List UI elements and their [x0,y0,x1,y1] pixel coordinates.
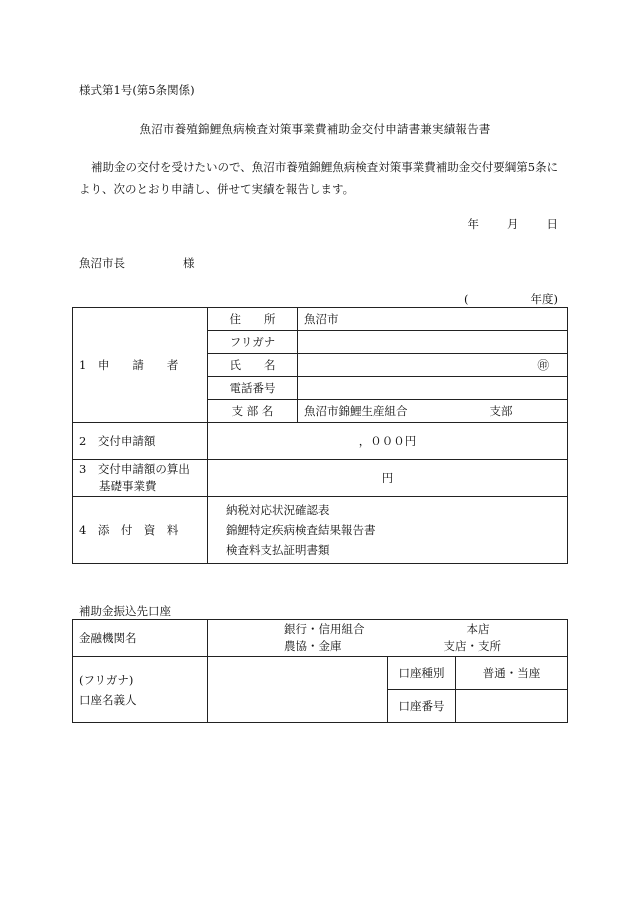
date-line [468,216,559,232]
amount-label: 2 交付申請額 [73,423,208,460]
attachments-label: 4 添 付 資 料 [73,497,208,564]
attachment-item: 錦鯉特定疾病検査結果報告書 [226,523,376,537]
institution-office-1: 本店 [466,622,490,636]
seal-mark: ㊞ [537,358,549,372]
table-row [73,497,568,564]
holder-label-line2: 口座名義人 [79,692,137,707]
basis-label [73,460,208,497]
institution-label: 金融機関名 [73,620,208,657]
holder-field[interactable] [208,657,388,723]
applicant-section-label: 1 申 請 者 [73,308,208,423]
fiscal-year [464,291,558,307]
date-month: 月 [507,217,519,231]
furigana-label: フリガナ [208,331,298,354]
account-type-label: 口座種別 [388,657,456,690]
attachments-list [208,497,568,564]
attachment-item: 検査料支払証明書類 [226,543,330,557]
table-row [73,620,568,657]
basis-label-line1: 3 交付申請額の算出 [79,462,190,476]
phone-label: 電話番号 [208,377,298,400]
name-field[interactable] [298,354,568,377]
application-table [72,307,568,564]
holder-label [73,657,208,723]
basis-field[interactable] [208,460,568,497]
account-number-label: 口座番号 [388,690,456,723]
institution-type-1: 銀行・信用組合 [284,622,365,636]
address-label: 住 所 [208,308,298,331]
fiscal-year-label: 年度) [530,292,558,306]
fiscal-year-open: ( [464,292,469,306]
table-row [73,657,568,690]
body-text [79,156,569,200]
amount-field[interactable] [208,423,568,460]
bank-table [72,619,568,723]
date-day: 日 [546,217,558,231]
recipient-name: 魚沼市長 [79,256,125,270]
name-label: 氏 名 [208,354,298,377]
table-row [73,308,568,331]
form-number: 様式第1号(第5条関係) [79,83,195,97]
table-row [73,460,568,497]
attachment-item: 納税対応状況確認表 [226,503,330,517]
holder-label-line1: (フリガナ) [79,672,134,687]
table-row [73,423,568,460]
branch-field[interactable] [298,400,568,423]
branch-suffix: 支部 [489,404,513,418]
recipient [79,255,195,271]
document-title: 魚沼市養殖錦鯉魚病検査対策事業費補助金交付申請書兼実績報告書 [139,122,491,136]
branch-label: 支 部 名 [208,400,298,423]
bank-heading: 補助金振込先口座 [79,604,171,618]
amount-value: ，０００円 [358,434,417,448]
date-year: 年 [467,217,479,231]
address-field[interactable]: 魚沼市 [298,308,568,331]
basis-value: 円 [381,471,394,485]
institution-type-2: 農協・金庫 [284,639,342,653]
account-type-value: 普通・当座 [482,666,541,680]
body-text-content: 補助金の交付を受けたいので、魚沼市養殖錦鯉魚病検査対策事業費補助金交付要綱第5条により、次のとおり申請し、併せて実績を報告します。 [79,160,559,196]
furigana-field[interactable] [298,331,568,354]
branch-value: 魚沼市錦鯉生産組合 [304,404,408,418]
basis-label-line2: 基礎事業費 [99,479,157,493]
account-type-field[interactable] [456,657,568,690]
institution-office-2: 支店・支所 [443,639,501,653]
phone-field[interactable] [298,377,568,400]
account-number-field[interactable] [456,690,568,723]
recipient-honorific: 様 [183,256,195,270]
institution-field[interactable] [208,620,568,657]
